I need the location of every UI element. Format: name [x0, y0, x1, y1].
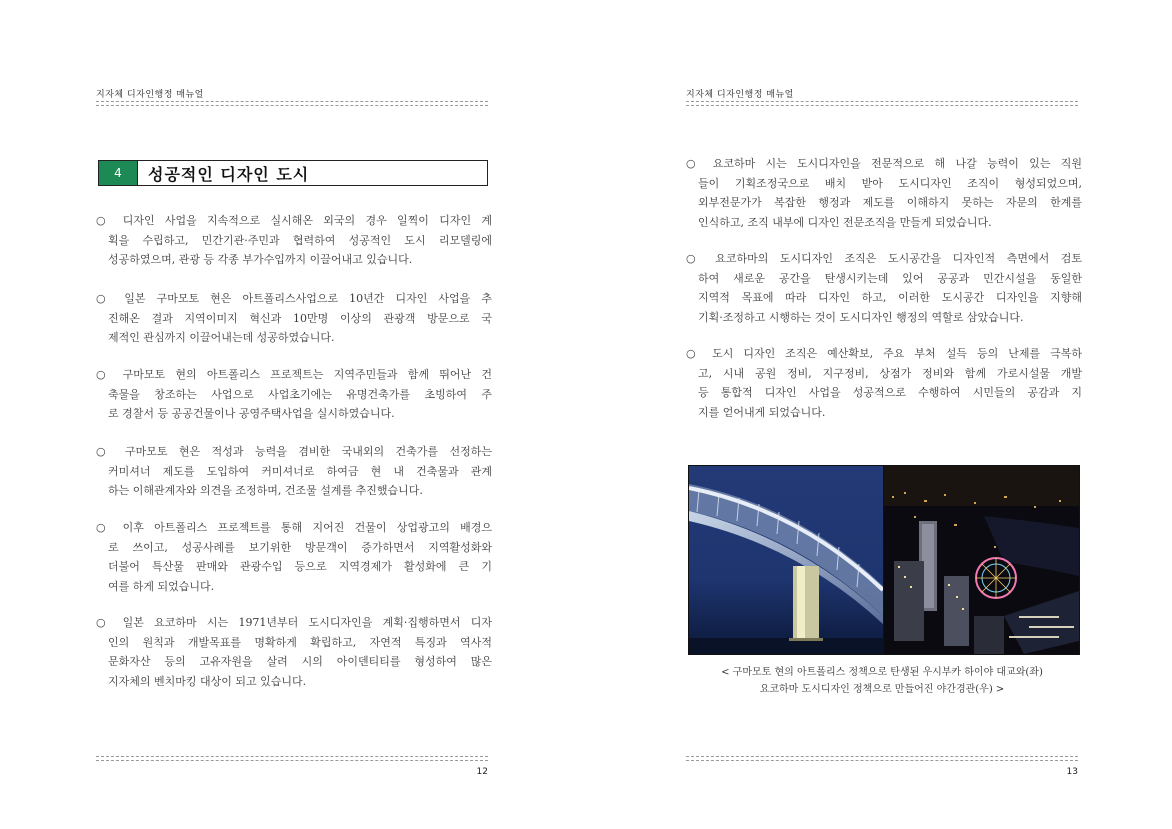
paragraph-line: 커미셔너 제도를 도입하여 커미셔너로 하여금 현 내 건축물과 관계	[108, 464, 492, 478]
header-divider	[686, 101, 1078, 106]
paragraph	[96, 365, 492, 424]
paragraph-line: 성공하였으며, 관광 등 각종 부가수입까지 이끌어내고 있습니다.	[108, 253, 413, 266]
left-page	[96, 0, 492, 829]
paragraph-line: 지역적 목표에 따라 디자인 하고, 이러한 도시공간 디자인을 지향해	[698, 291, 1082, 304]
footer-divider	[686, 756, 1078, 761]
page-number: 12	[476, 767, 488, 777]
paragraph	[686, 249, 1082, 327]
paragraph-line: ○ 도시 디자인 조직은 예산확보, 주요 부처 설득 등의 난제를 극복하	[686, 347, 1082, 360]
paragraph-line: 인식하고, 조직 내부에 디자인 전문조직을 만들게 되었습니다.	[698, 215, 992, 229]
paragraph-line: 하는 이해관계자와 의견을 조정하며, 건조물 설계를 추진했습니다.	[108, 484, 423, 497]
paragraph-line: 지를 얻어내게 되었습니다.	[698, 405, 826, 419]
paragraph-line: ○ 구마모토 현의 아트폴리스 프로젝트는 지역주민들과 함께 뛰어난 건	[96, 368, 492, 381]
caption-line: < 구마모토 현의 아트폴리스 정책으로 탄생된 우시부카 하이야 대교와(좌)	[721, 667, 1043, 678]
paragraph-line: ○ 디자인 사업을 지속적으로 실시해온 외국의 경우 일찍이 디자인 계	[96, 214, 492, 227]
page-number: 13	[1066, 767, 1078, 777]
paragraph-line: ○ 요코하마 시는 도시디자인을 전문적으로 해 나갈 능력이 있는 직원	[686, 157, 1082, 170]
paragraph-line: 들이 기획조정국으로 배치 받아 도시디자인 조직이 형성되었으며,	[698, 176, 1082, 190]
caption-line: 요코하마 도시디자인 정책으로 만들어진 야간경관(우) >	[759, 684, 1005, 695]
paragraph-line: ○ 구마모토 현은 적성과 능력을 겸비한 국내외의 건축가를 선정하는	[96, 445, 492, 458]
paragraph	[96, 613, 492, 691]
paragraph-line: 진해온 결과 지역이미지 혁신과 10만명 이상의 관광객 방문으로 국	[108, 311, 492, 325]
paragraph-line: 로 쓰이고, 성공사례를 보기위한 방문객이 증가하면서 지역활성화와	[108, 540, 492, 554]
right-page	[686, 0, 1082, 829]
page-header: 지자체 디자인행정 매뉴얼	[686, 90, 794, 100]
page-header: 지자체 디자인행정 매뉴얼	[96, 90, 204, 100]
paragraph-line: 더불어 특산물 판매와 관광수입 등으로 지역경제가 활성화에 큰 기	[108, 560, 492, 573]
paragraph-line: 로 경찰서 등 공공건물이나 공영주택사업을 실시하였습니다.	[108, 407, 395, 420]
paragraph-line: 고, 시내 공원 정비, 지구정비, 상점가 정비와 함께 가로시설물 개발	[698, 366, 1082, 380]
paragraph-line: 문화자산 등의 고유자원을 살려 시의 아이덴티티를 형성하여 많은	[108, 655, 492, 668]
paragraph-line: 하여 새로운 공간을 탄생시키는데 있어 공공과 민간시설을 동일한	[698, 271, 1082, 285]
paragraph	[686, 154, 1082, 232]
photo-pair	[688, 465, 1080, 655]
paragraph-line: ○ 일본 요코하마 시는 1971년부터 도시디자인을 계획·집행하면서 디자	[96, 616, 492, 629]
photo-caption	[686, 664, 1078, 698]
night-view-photo	[884, 466, 1079, 654]
paragraph	[96, 289, 492, 348]
paragraph-line: 등 통합적 디자인 사업을 성공적으로 수행하여 시민들의 공감과 지	[698, 386, 1082, 399]
section-title: 성공적인 디자인 도시	[148, 164, 310, 184]
paragraph	[96, 211, 492, 270]
paragraph-line: 인의 원칙과 개발목표를 명확하게 확립하고, 자연적 특징과 역사적	[108, 635, 492, 649]
paragraph	[686, 344, 1082, 422]
paragraph-line: 획을 수립하고, 민간기관·주민과 협력하여 성공적인 도시 리모델링에	[108, 233, 492, 247]
footer-divider	[96, 756, 488, 761]
paragraph-line: 여를 하게 되었습니다.	[108, 579, 215, 593]
paragraph-line: ○ 일본 구마모토 현은 아트폴리스사업으로 10년간 디자인 사업을 추	[96, 292, 492, 305]
paragraph-line: 지자체의 벤치마킹 대상이 되고 있습니다.	[108, 674, 307, 688]
section-heading	[98, 160, 488, 186]
paragraph-line: ○ 이후 아트폴리스 프로젝트를 통해 지어진 건물이 상업광고의 배경으	[96, 521, 492, 534]
section-number: 4	[99, 161, 138, 185]
paragraph	[96, 442, 492, 501]
paragraph-line: 축물을 창조하는 사업으로 사업초기에는 유명건축가를 초빙하여 주	[108, 387, 492, 401]
paragraph	[96, 518, 492, 596]
paragraph-line: 기획·조정하고 시행하는 것이 도시디자인 행정의 역할로 삼았습니다.	[698, 310, 1024, 324]
paragraph-line: 제적인 관심까지 이끌어내는데 성공하였습니다.	[108, 331, 335, 344]
paragraph-line: ○ 요코하마의 도시디자인 조직은 도시공간을 디자인적 측면에서 검토	[686, 252, 1082, 265]
header-divider	[96, 101, 488, 106]
paragraph-line: 외부전문가가 복잡한 행정과 제도를 이해하지 못하는 자문의 한계를	[698, 196, 1082, 209]
bridge-photo	[689, 466, 884, 654]
